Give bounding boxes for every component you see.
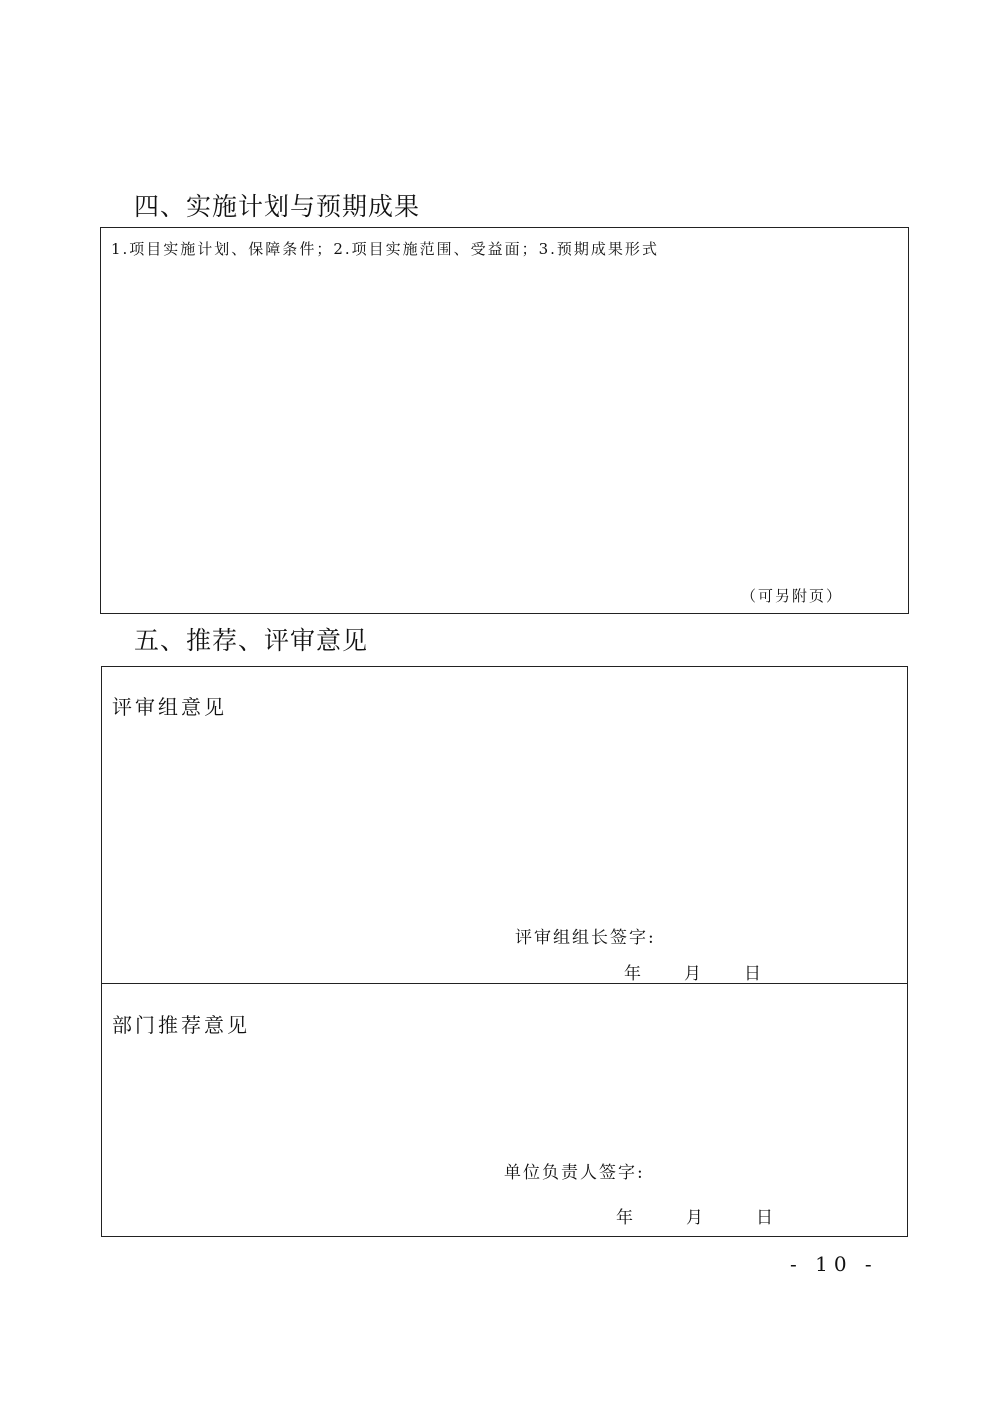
table-divider <box>102 983 907 984</box>
review-date-year: 年 <box>624 964 643 984</box>
page-number: - 10 - <box>790 1252 878 1276</box>
plan-box[interactable] <box>100 227 909 614</box>
department-date-day: 日 <box>756 1208 775 1228</box>
department-opinion-label: 部门推荐意见 <box>112 1013 250 1037</box>
section4-heading: 四、实施计划与预期成果 <box>134 192 421 221</box>
opinion-table <box>101 666 908 1237</box>
department-date-month: 月 <box>686 1208 705 1228</box>
review-signature-label: 评审组组长签字: <box>515 928 656 948</box>
review-date-day: 日 <box>744 964 763 984</box>
section5-heading: 五、推荐、评审意见 <box>134 626 369 655</box>
department-signature-label: 单位负责人签字: <box>504 1163 645 1183</box>
department-date-year: 年 <box>616 1208 635 1228</box>
plan-prompt: 1.项目实施计划、保障条件；2.项目实施范围、受益面；3.预期成果形式 <box>111 240 659 258</box>
review-opinion-label: 评审组意见 <box>112 695 227 719</box>
attachment-note: （可另附页） <box>741 587 844 605</box>
review-date-month: 月 <box>684 964 703 984</box>
